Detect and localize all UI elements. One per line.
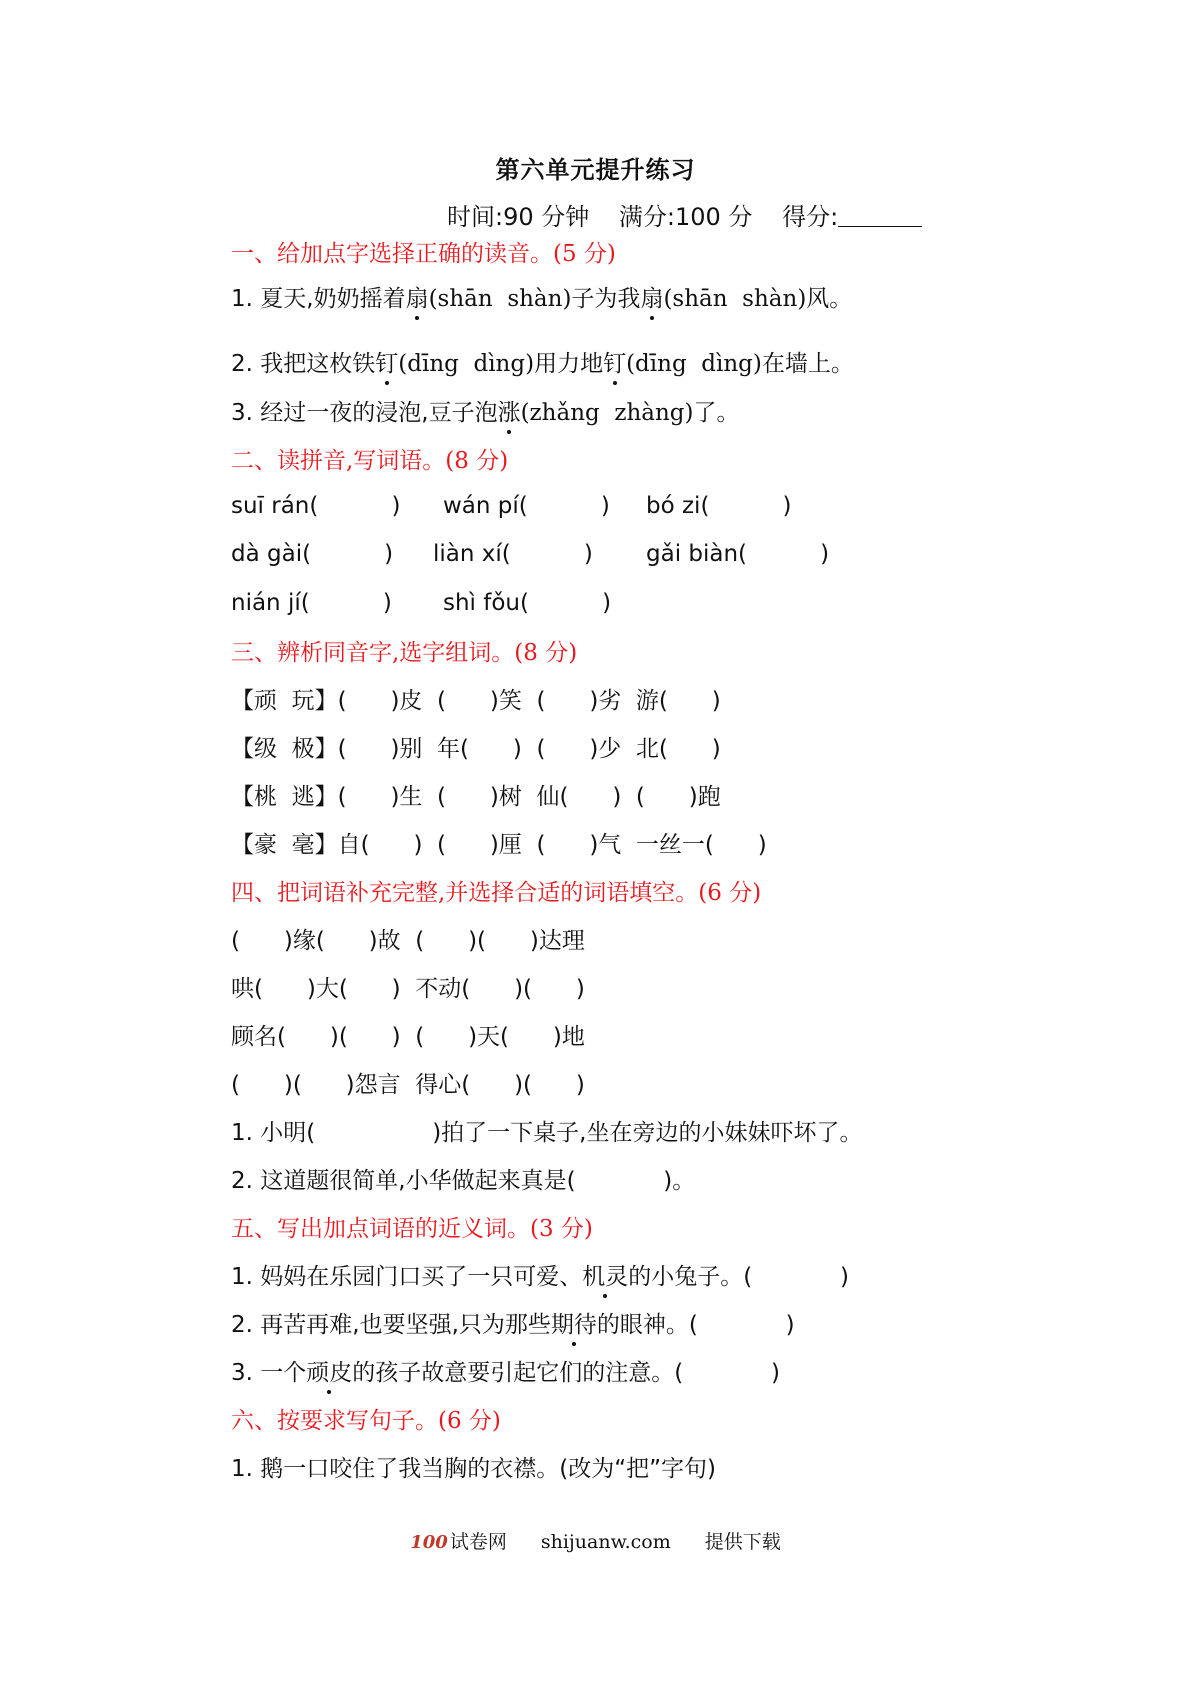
homophone-row: 【桃 逃】( )生 ( )树 仙( ) ( )跑: [231, 784, 721, 810]
pinyin-item: suī rán( ): [231, 493, 401, 519]
site-url[interactable]: shijuanw.com: [540, 1531, 671, 1553]
idiom-row: ( )缘( )故 ( )( )达理: [231, 928, 585, 954]
score-blank[interactable]: [838, 204, 922, 227]
section-3-heading: 三、辨析同音字,选字组词。(8 分): [231, 640, 578, 666]
homophone-row: 【豪 毫】自( ) ( )厘 ( )气 一丝一( ): [231, 832, 767, 858]
synonym-question: 1. 妈妈在乐园门口买了一只可爱、机灵的小兔子。( ): [231, 1264, 849, 1290]
pinyin-item: dà gài( ): [231, 541, 394, 567]
pinyin-item: shì fǒu( ): [443, 590, 612, 616]
fill-blank-question: 1. 小明( )拍了一下桌子,坐在旁边的小妹妹吓坏了。: [231, 1120, 863, 1146]
score-label: 得分:: [782, 203, 839, 231]
fill-blank-question: 2. 这道题很简单,小华做起来真是( )。: [231, 1168, 696, 1194]
download-note: 提供下载: [704, 1531, 781, 1553]
section-5-heading: 五、写出加点词语的近义词。(3 分): [231, 1216, 593, 1242]
pinyin-item: liàn xí( ): [433, 541, 593, 567]
pinyin-item: nián jí( ): [231, 590, 392, 616]
pinyin-item: bó zi( ): [646, 493, 792, 519]
homophone-row: 【级 极】( )别 年( ) ( )少 北( ): [231, 736, 721, 762]
section-1-heading: 一、给加点字选择正确的读音。(5 分): [231, 241, 616, 267]
s1-question-3: 3. 经过一夜的浸泡,豆子泡涨(zhǎng zhàng)了。: [231, 400, 740, 426]
pinyin-item: gǎi biàn( ): [646, 541, 830, 567]
idiom-row: ( )( )怨言 得心( )( ): [231, 1072, 585, 1098]
section-2-heading: 二、读拼音,写词语。(8 分): [231, 448, 509, 474]
section-6-heading: 六、按要求写句子。(6 分): [231, 1408, 501, 1434]
sentence-question: 1. 鹅一口咬住了我当胸的衣襟。(改为“把”字句): [231, 1456, 717, 1482]
site-name: 试卷网: [449, 1531, 507, 1553]
s1-question-2: 2. 我把这枚铁钉(dīng dìng)用力地钉(dīng dìng)在墙上。: [231, 351, 854, 377]
time-limit: 时间:90 分钟: [447, 203, 590, 231]
footer: [0, 1527, 1191, 1554]
pinyin-item: wán pí( ): [443, 493, 610, 519]
exam-meta: [447, 197, 922, 232]
site-logo-icon: 100: [410, 1532, 448, 1553]
section-4-heading: 四、把词语补充完整,并选择合适的词语填空。(6 分): [231, 880, 762, 906]
idiom-row: 哄( )大( ) 不动( )( ): [231, 976, 585, 1002]
synonym-question: 3. 一个顽皮的孩子故意要引起它们的注意。( ): [231, 1360, 780, 1386]
homophone-row: 【顽 玩】( )皮 ( )笑 ( )劣 游( ): [231, 688, 721, 714]
synonym-question: 2. 再苦再难,也要坚强,只为那些期待的眼神。( ): [231, 1312, 795, 1338]
full-score: 满分:100 分: [618, 203, 753, 231]
page-title: 第六单元提升练习: [495, 156, 696, 184]
idiom-row: 顾名( )( ) ( )天( )地: [231, 1024, 585, 1050]
s1-question-1: 1. 夏天,奶奶摇着扇(shān shàn)子为我扇(shān shàn)风。: [231, 286, 853, 312]
